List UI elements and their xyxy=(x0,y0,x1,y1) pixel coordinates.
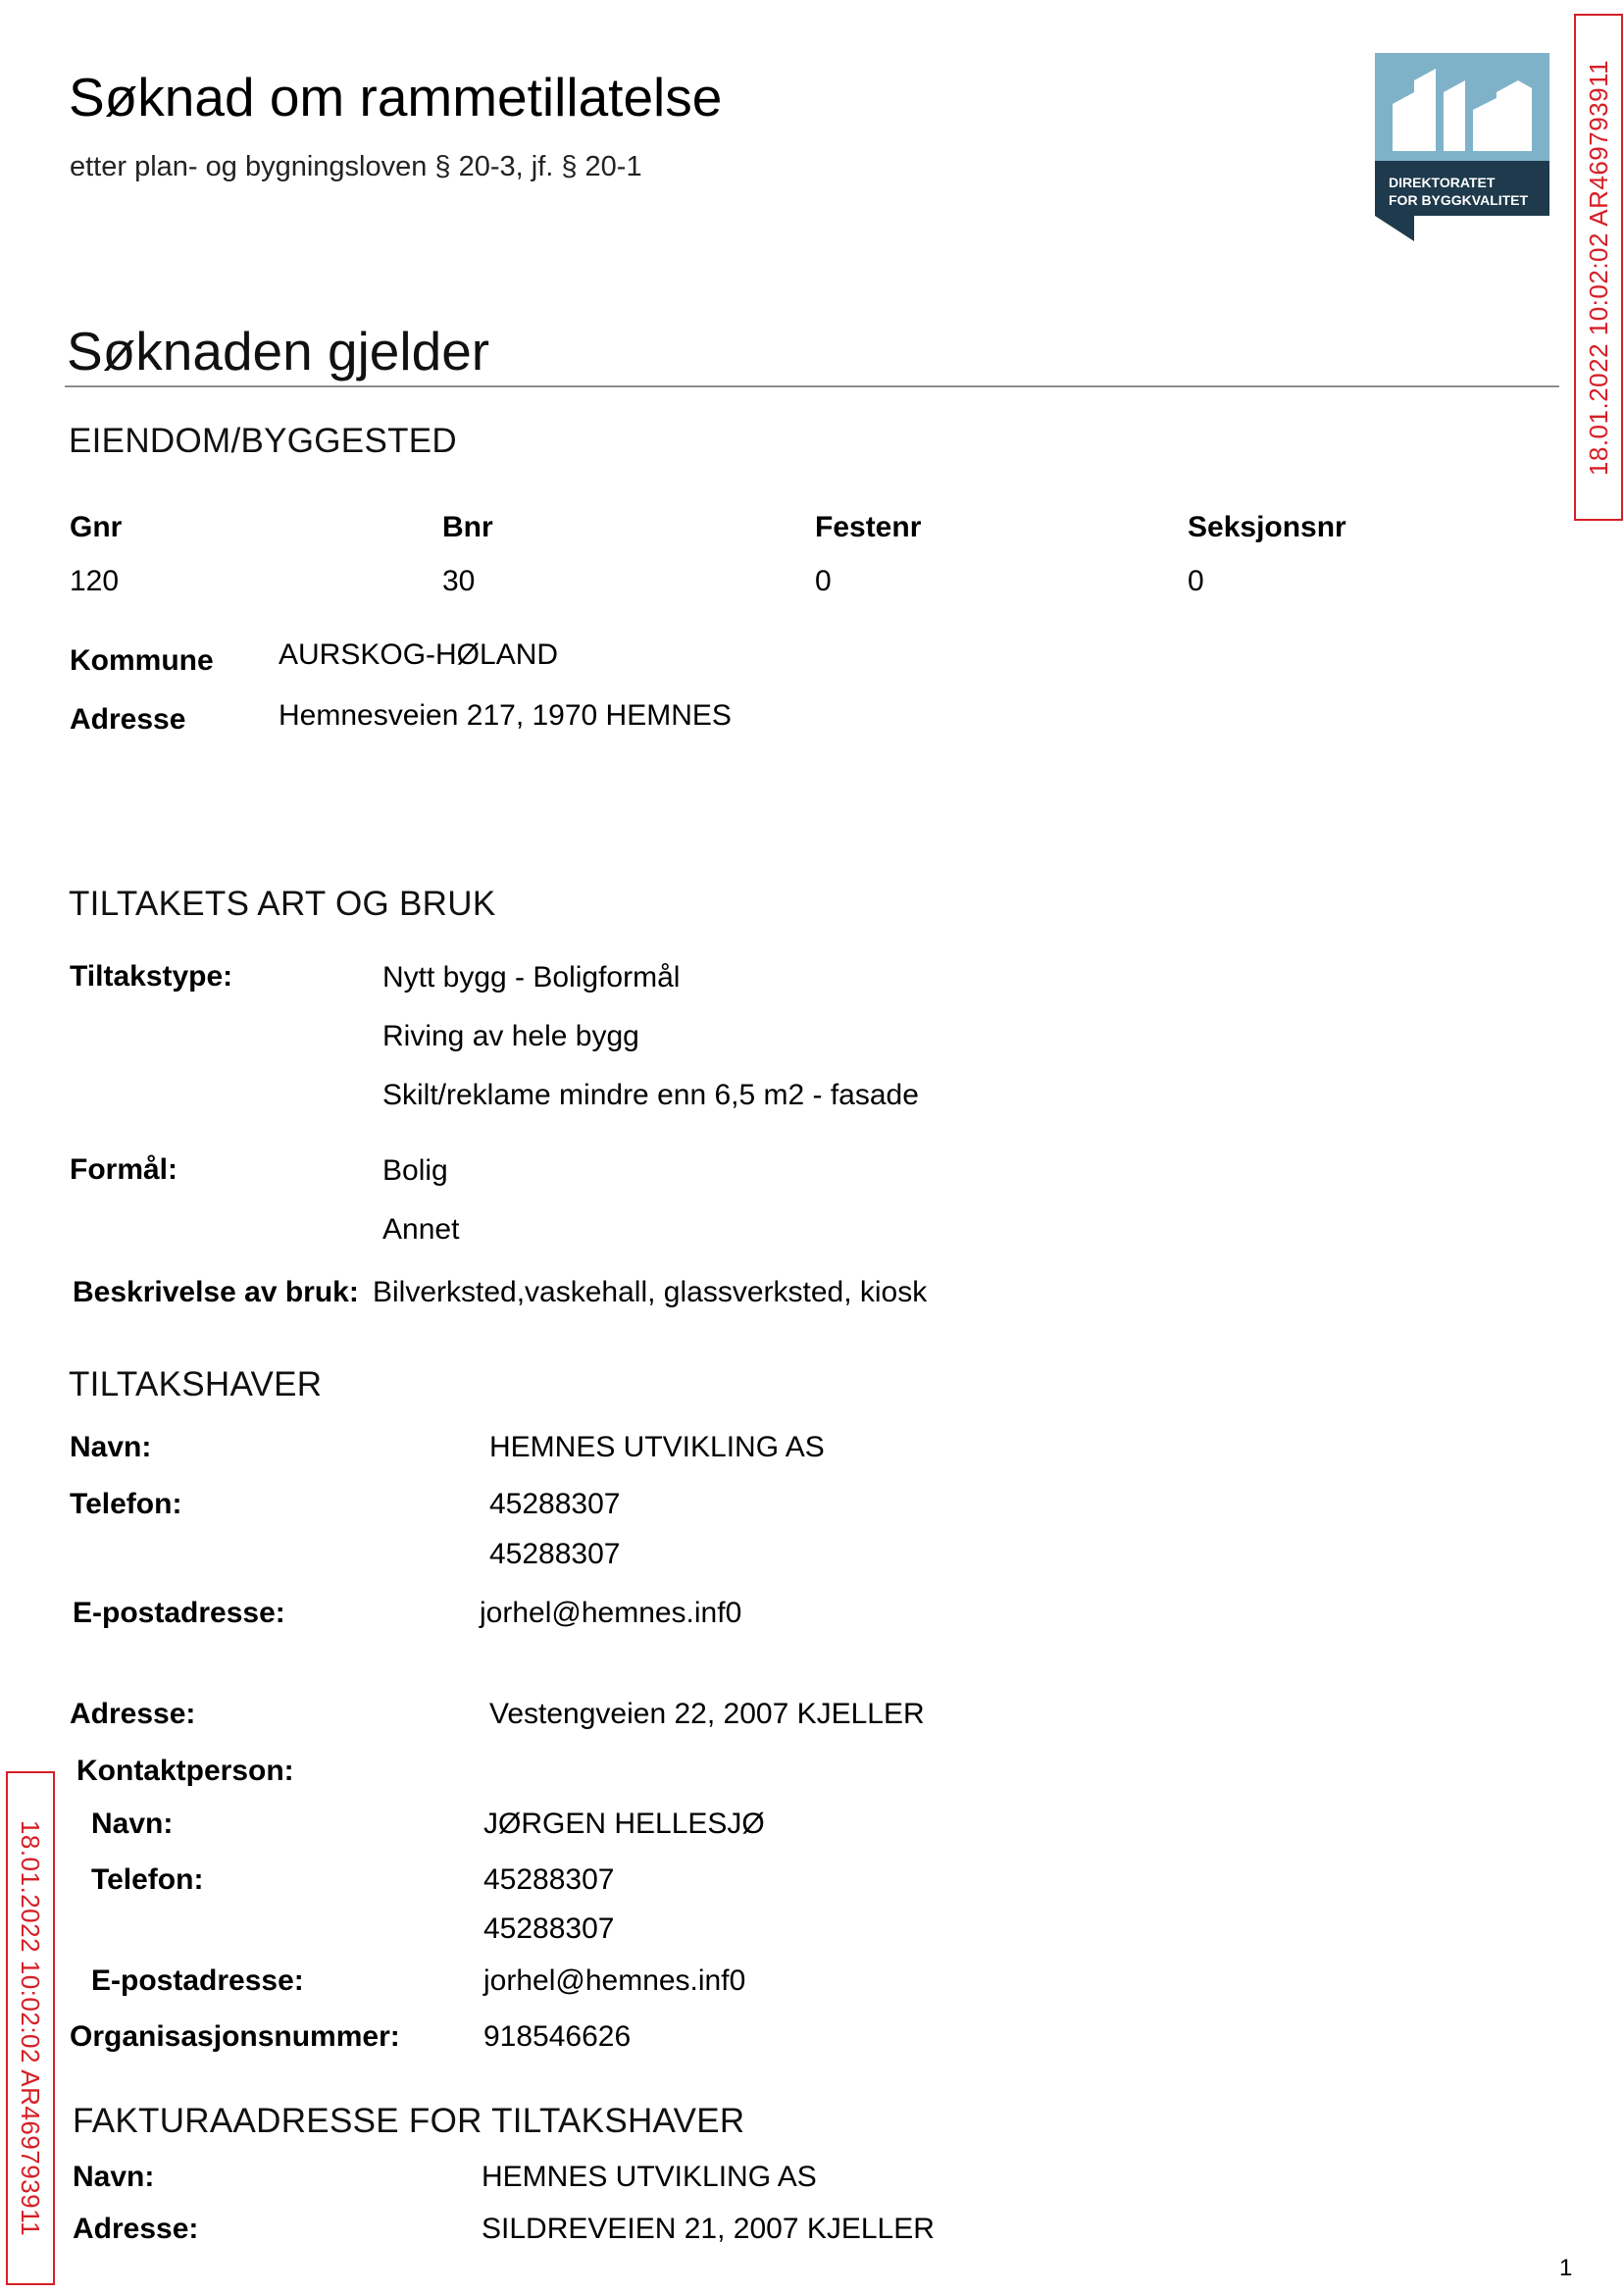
document-title: Søknad om rammetillatelse xyxy=(69,67,723,127)
section-title: Søknaden gjelder xyxy=(67,321,490,382)
logo-tab xyxy=(1375,216,1414,241)
bnr-label: Bnr xyxy=(442,511,493,543)
bnr-value: 30 xyxy=(442,565,476,597)
kp-epost-label: E-postadresse: xyxy=(91,1964,304,1997)
faktura-heading: FAKTURAADRESSE FOR TILTAKSHAVER xyxy=(73,2102,745,2140)
faktura-adresse-label: Adresse: xyxy=(73,2213,199,2245)
dibk-logo-graphic xyxy=(1375,53,1549,241)
document-subtitle: etter plan- og bygningsloven § 20-3, jf. § 20-1 xyxy=(70,151,642,182)
festenr-label: Festenr xyxy=(815,511,922,543)
adresse-value: Hemnesveien 217, 1970 HEMNES xyxy=(279,699,732,732)
faktura-navn-value: HEMNES UTVIKLING AS xyxy=(482,2161,817,2193)
kp-telefon-label: Telefon: xyxy=(91,1863,204,1896)
logo-building-2 xyxy=(1444,80,1465,151)
faktura-adresse-value: SILDREVEIEN 21, 2007 KJELLER xyxy=(482,2213,935,2245)
orgnr-value: 918546626 xyxy=(483,2020,632,2053)
tiltakstype-item: Riving av hele bygg xyxy=(382,1020,639,1052)
tiltak-heading: TILTAKETS ART OG BRUK xyxy=(69,885,496,923)
th-telefon-value: 45288307 xyxy=(489,1488,621,1520)
section-divider xyxy=(65,385,1559,387)
tiltakshaver-heading: TILTAKSHAVER xyxy=(69,1365,323,1403)
eiendom-heading: EIENDOM/BYGGESTED xyxy=(69,422,457,460)
gnr-value: 120 xyxy=(70,565,120,597)
kommune-value: AURSKOG-HØLAND xyxy=(279,638,559,671)
archive-stamp-left xyxy=(6,1771,55,2285)
th-telefon-label: Telefon: xyxy=(70,1488,182,1520)
tiltakstype-item: Skilt/reklame mindre enn 6,5 m2 - fasade xyxy=(382,1079,919,1111)
tiltakstype-item: Nytt bygg - Boligformål xyxy=(382,961,681,994)
kp-telefon-value: 45288307 xyxy=(483,1912,615,1945)
tiltakstype-label: Tiltakstype: xyxy=(70,960,233,993)
faktura-navn-label: Navn: xyxy=(73,2161,155,2193)
beskrivelse-value: Bilverksted,vaskehall, glassverksted, kiosk xyxy=(373,1276,928,1308)
kp-epost-value: jorhel@hemnes.inf0 xyxy=(483,1964,746,1997)
kp-navn-label: Navn: xyxy=(91,1808,174,1840)
th-adresse-label: Adresse: xyxy=(70,1698,196,1730)
th-epost-value: jorhel@hemnes.inf0 xyxy=(480,1597,742,1629)
seksjonsnr-label: Seksjonsnr xyxy=(1188,511,1346,543)
beskrivelse-label: Beskrivelse av bruk: xyxy=(73,1276,359,1308)
kommune-label: Kommune xyxy=(70,644,214,677)
seksjonsnr-value: 0 xyxy=(1188,565,1204,597)
formal-label: Formål: xyxy=(70,1153,178,1186)
orgnr-label: Organisasjonsnummer: xyxy=(70,2020,400,2053)
th-navn-value: HEMNES UTVIKLING AS xyxy=(489,1431,825,1463)
archive-stamp-right xyxy=(1574,14,1623,521)
kontaktperson-label: Kontaktperson: xyxy=(76,1755,294,1787)
th-adresse-value: Vestengveien 22, 2007 KJELLER xyxy=(489,1698,925,1730)
kp-navn-value: JØRGEN HELLESJØ xyxy=(483,1808,765,1840)
th-epost-label: E-postadresse: xyxy=(73,1597,285,1629)
dibk-logo xyxy=(1375,53,1549,241)
th-navn-label: Navn: xyxy=(70,1431,152,1463)
gnr-label: Gnr xyxy=(70,511,123,543)
th-telefon-value: 45288307 xyxy=(489,1538,621,1570)
festenr-value: 0 xyxy=(815,565,832,597)
adresse-label: Adresse xyxy=(70,703,186,736)
logo-text-1: DIREKTORATET xyxy=(1389,175,1496,190)
archive-stamp-text: 18.01.2022 10:02:02 AR469793911 xyxy=(16,1819,45,2237)
page-number: 1 xyxy=(1559,2255,1573,2281)
formal-item: Annet xyxy=(382,1213,460,1246)
archive-stamp-text: 18.01.2022 10:02:02 AR469793911 xyxy=(1584,59,1613,476)
kp-telefon-value: 45288307 xyxy=(483,1863,615,1896)
formal-item: Bolig xyxy=(382,1154,448,1187)
logo-text-2: FOR BYGGKVALITET xyxy=(1389,192,1529,208)
